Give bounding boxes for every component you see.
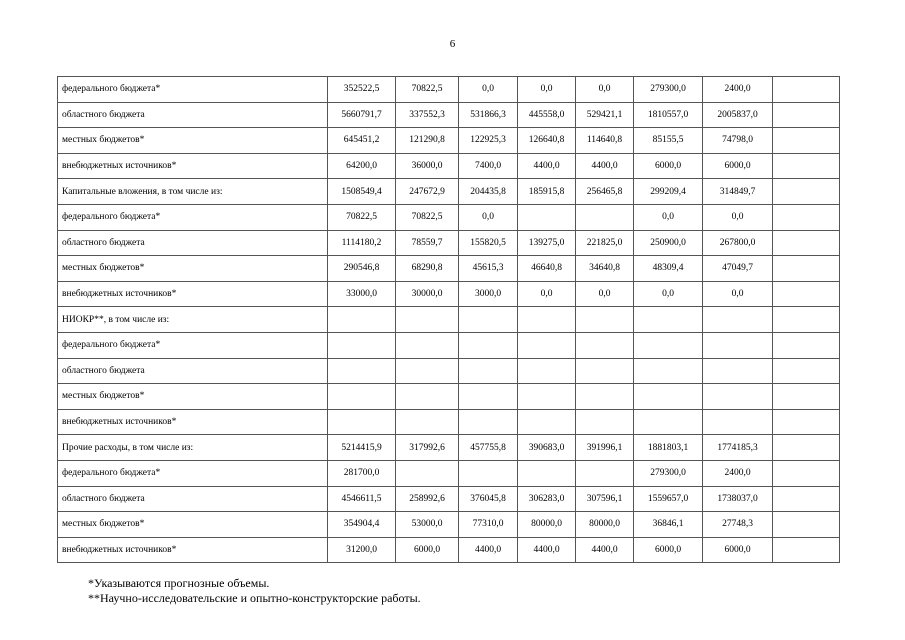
table-cell: 33000,0 [328,281,396,307]
table-cell [634,358,703,384]
table-cell: 0,0 [518,77,576,103]
table-cell: 77310,0 [459,512,518,538]
table-cell: 6000,0 [703,537,773,563]
table-cell: 36846,1 [634,512,703,538]
table-cell: 36000,0 [396,153,459,179]
footnote-forecast: *Указываются прогнозные объемы. [88,576,270,590]
table-cell [518,204,576,230]
table-cell: 3000,0 [459,281,518,307]
row-label: местных бюджетов* [58,384,328,410]
table-cell [518,460,576,486]
table-cell [634,384,703,410]
table-cell [518,332,576,358]
table-cell: 247672,9 [396,179,459,205]
table-cell: 0,0 [459,204,518,230]
table-cell: 279300,0 [634,460,703,486]
table-cell [328,332,396,358]
table-row [58,307,840,333]
table-cell [518,384,576,410]
table-cell: 445558,0 [518,102,576,128]
table-cell: 6000,0 [703,153,773,179]
table-row [58,384,840,410]
row-label: областного бюджета [58,486,328,512]
table-cell: 1508549,4 [328,179,396,205]
table-row [58,435,840,461]
table-cell [576,204,634,230]
row-label: местных бюджетов* [58,512,328,538]
table-cell: 0,0 [703,281,773,307]
table-cell [773,179,840,205]
table-cell: 0,0 [634,281,703,307]
table-row [58,230,840,256]
table-cell [703,307,773,333]
table-row [58,409,840,435]
table-cell [773,537,840,563]
row-label: местных бюджетов* [58,256,328,282]
table-cell: 4546611,5 [328,486,396,512]
table-cell: 290546,8 [328,256,396,282]
table-cell: 5214415,9 [328,435,396,461]
table-cell: 6000,0 [634,153,703,179]
table-cell: 337552,3 [396,102,459,128]
table-cell: 1738037,0 [703,486,773,512]
table-cell [459,409,518,435]
table-cell: 0,0 [703,204,773,230]
table-cell [773,332,840,358]
table-cell: 0,0 [634,204,703,230]
table-cell: 70822,5 [396,204,459,230]
table-cell [773,460,840,486]
table-cell [773,128,840,154]
table-cell: 1114180,2 [328,230,396,256]
table-row [58,358,840,384]
table-cell: 4400,0 [518,153,576,179]
table-cell [773,77,840,103]
table-cell [773,204,840,230]
table-cell: 0,0 [576,281,634,307]
table-cell: 68290,8 [396,256,459,282]
table-cell [328,358,396,384]
table-row [58,460,840,486]
table-cell: 1810557,0 [634,102,703,128]
table-cell [773,384,840,410]
table-cell: 376045,8 [459,486,518,512]
table-cell [576,409,634,435]
table-cell: 4400,0 [518,537,576,563]
table-cell: 4400,0 [576,153,634,179]
table-cell: 53000,0 [396,512,459,538]
table-cell: 155820,5 [459,230,518,256]
table-cell: 4400,0 [459,537,518,563]
table-cell: 122925,3 [459,128,518,154]
table-cell: 204435,8 [459,179,518,205]
row-label: внебюджетных источников* [58,409,328,435]
table-cell: 47049,7 [703,256,773,282]
table-cell [773,512,840,538]
table-cell: 80000,0 [576,512,634,538]
row-label: областного бюджета [58,358,328,384]
table-cell: 2005837,0 [703,102,773,128]
table-cell: 0,0 [459,77,518,103]
row-label: внебюджетных источников* [58,537,328,563]
table-cell [576,307,634,333]
table-cell: 46640,8 [518,256,576,282]
table-row [58,486,840,512]
table-cell [773,230,840,256]
table-row [58,77,840,103]
table-cell [703,332,773,358]
table-cell: 2400,0 [703,77,773,103]
table-cell [576,460,634,486]
row-label: областного бюджета [58,102,328,128]
table-cell: 74798,0 [703,128,773,154]
table-cell [328,384,396,410]
table-cell: 354904,4 [328,512,396,538]
table-cell [576,332,634,358]
table-cell [703,358,773,384]
table-cell [459,307,518,333]
footnote-niokr: **Научно-исследовательские и опытно-конструкторские работы. [88,591,421,605]
table-cell: 85155,5 [634,128,703,154]
table-cell [396,409,459,435]
table-cell [634,332,703,358]
table-cell: 7400,0 [459,153,518,179]
table-row [58,281,840,307]
table-cell: 281700,0 [328,460,396,486]
table-cell [396,460,459,486]
table-cell: 70822,5 [396,77,459,103]
table-cell [459,384,518,410]
table-cell [634,307,703,333]
table-cell [773,486,840,512]
table-cell: 30000,0 [396,281,459,307]
table-cell: 31200,0 [328,537,396,563]
table-cell: 34640,8 [576,256,634,282]
table-cell: 258992,6 [396,486,459,512]
row-label: федерального бюджета* [58,204,328,230]
table-cell: 6000,0 [396,537,459,563]
table-cell [328,409,396,435]
table-cell: 529421,1 [576,102,634,128]
table-cell [518,307,576,333]
table-body [58,77,840,563]
table-cell: 70822,5 [328,204,396,230]
table-cell [576,384,634,410]
table-cell: 126640,8 [518,128,576,154]
table-cell [773,409,840,435]
table-cell [773,435,840,461]
table-cell: 457755,8 [459,435,518,461]
table-row [58,256,840,282]
table-cell: 1881803,1 [634,435,703,461]
table-cell: 80000,0 [518,512,576,538]
table-cell: 45615,3 [459,256,518,282]
row-label: областного бюджета [58,230,328,256]
table-cell [634,409,703,435]
table-row [58,204,840,230]
table-row [58,102,840,128]
table-cell: 531866,3 [459,102,518,128]
row-label: федерального бюджета* [58,77,328,103]
table-cell: 139275,0 [518,230,576,256]
table-cell [396,307,459,333]
table-cell [328,307,396,333]
row-label: федерального бюджета* [58,460,328,486]
table-cell: 1774185,3 [703,435,773,461]
table-cell: 221825,0 [576,230,634,256]
table-cell [518,358,576,384]
table-cell: 48309,4 [634,256,703,282]
table-cell: 114640,8 [576,128,634,154]
row-label: внебюджетных источников* [58,153,328,179]
table-cell [773,358,840,384]
table-cell: 279300,0 [634,77,703,103]
table-cell: 390683,0 [518,435,576,461]
table-cell: 306283,0 [518,486,576,512]
row-label: Капитальные вложения, в том числе из: [58,179,328,205]
table-cell [396,358,459,384]
row-label: внебюджетных источников* [58,281,328,307]
table-cell: 6000,0 [634,537,703,563]
table-cell: 1559657,0 [634,486,703,512]
table-row [58,153,840,179]
table-cell [773,307,840,333]
page-number: 6 [449,38,456,50]
table-cell: 185915,8 [518,179,576,205]
table-cell: 2400,0 [703,460,773,486]
row-label: Прочие расходы, в том числе из: [58,435,328,461]
table-cell [576,358,634,384]
table-cell [396,332,459,358]
table-cell [459,460,518,486]
table-cell: 256465,8 [576,179,634,205]
table-cell [703,384,773,410]
budget-table [57,76,840,563]
table-cell: 78559,7 [396,230,459,256]
table-cell: 299209,4 [634,179,703,205]
table-cell [703,409,773,435]
table-row [58,537,840,563]
table-cell [773,102,840,128]
table-cell: 267800,0 [703,230,773,256]
table-cell: 314849,7 [703,179,773,205]
table-cell: 250900,0 [634,230,703,256]
table-cell: 64200,0 [328,153,396,179]
table-cell [459,332,518,358]
table-cell [396,384,459,410]
footnotes [88,576,421,606]
table-cell: 0,0 [518,281,576,307]
table-cell: 0,0 [576,77,634,103]
table-row [58,179,840,205]
table-row [58,512,840,538]
table-cell: 352522,5 [328,77,396,103]
table-cell [773,256,840,282]
table-cell: 27748,3 [703,512,773,538]
table-cell: 4400,0 [576,537,634,563]
table-cell [459,358,518,384]
row-label: местных бюджетов* [58,128,328,154]
table-cell: 391996,1 [576,435,634,461]
table-cell [773,153,840,179]
row-label: НИОКР**, в том числе из: [58,307,328,333]
table-cell: 5660791,7 [328,102,396,128]
table-cell: 121290,8 [396,128,459,154]
table-row [58,128,840,154]
row-label: федерального бюджета* [58,332,328,358]
table-cell [518,409,576,435]
table-row [58,332,840,358]
table-cell [773,281,840,307]
table-cell: 307596,1 [576,486,634,512]
table-cell: 317992,6 [396,435,459,461]
table-cell: 645451,2 [328,128,396,154]
